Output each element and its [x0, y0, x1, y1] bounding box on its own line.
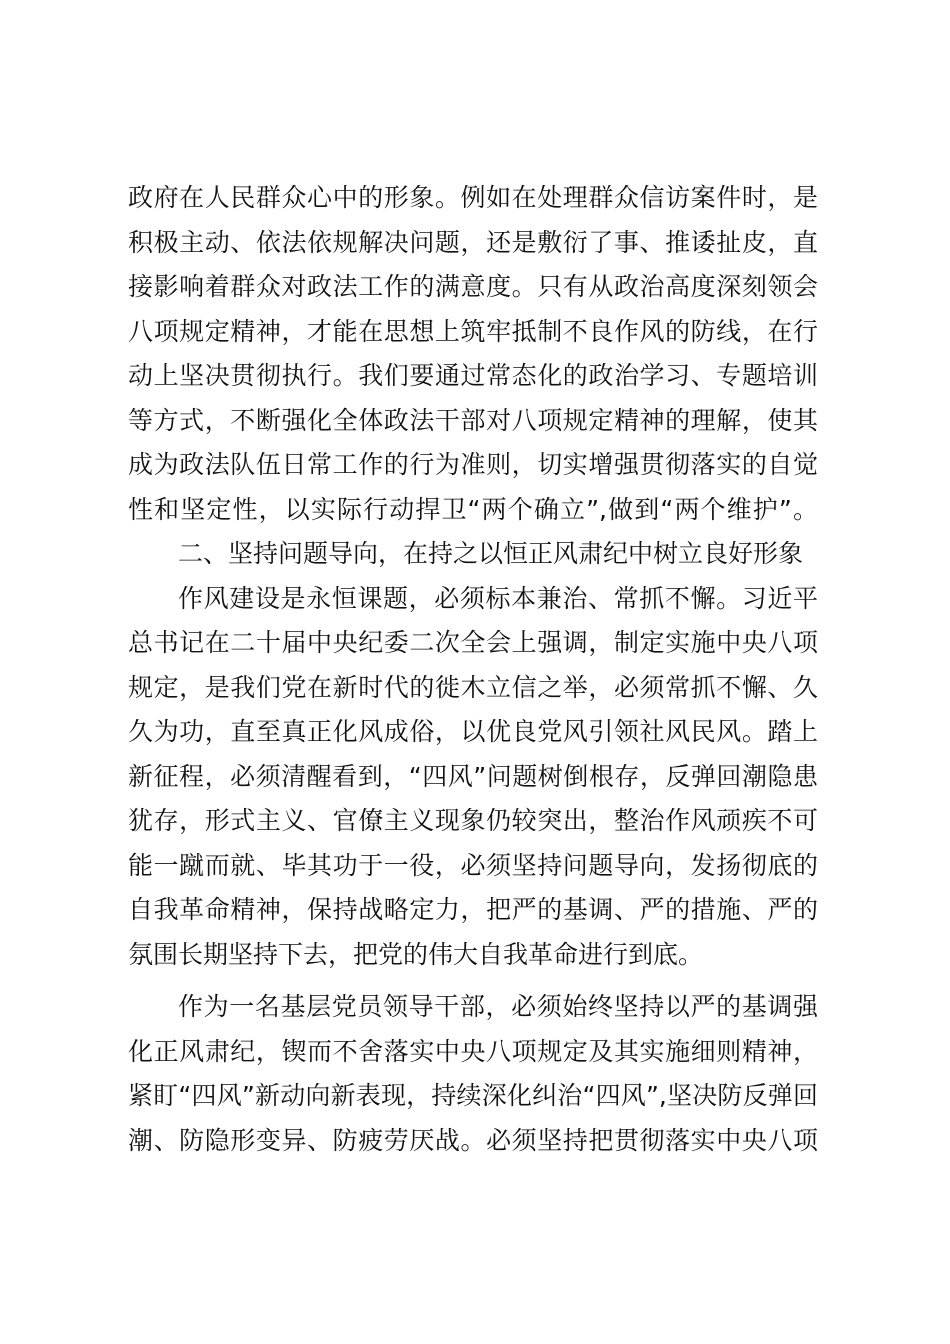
- text-line: 规定，是我们党在新时代的徙木立信之举，必须常抓不懈、久: [128, 672, 818, 702]
- section-heading: 二、坚持问题导向，在持之以恒正风肃纪中树立良好形象: [178, 539, 804, 568]
- text-line: 接影响着群众对政法工作的满意度。只有从政治高度深刻领会: [128, 272, 818, 301]
- text-line: 潮、防隐形变异、防疲劳厌战。必须坚持把贯彻落实中央八项: [128, 1125, 818, 1155]
- text-line: 自我革命精神，保持战略定力，把严的基调、严的措施、严的: [128, 895, 818, 924]
- text-line: 总书记在二十届中央纪委二次全会上强调，制定实施中央八项: [128, 628, 818, 657]
- text-line: 久为功，直至真正化风成俗，以优良党风引领社风民风。踏上: [128, 717, 818, 746]
- text-line: 化正风肃纪，锲而不舍落实中央八项规定及其实施细则精神，: [128, 1036, 818, 1066]
- text-line: 政府在人民群众心中的形象。例如在处理群众信访案件时，是: [128, 183, 818, 212]
- text-line: 动上坚决贯彻执行。我们要通过常态化的政治学习、专题培训: [128, 361, 818, 390]
- text-line: 作为一名基层党员领导干部，必须始终坚持以严的基调强: [178, 992, 818, 1021]
- text-line: 新征程，必须清醒看到，“四风”问题树倒根存，反弹回潮隐患: [128, 761, 818, 791]
- document-body: [128, 176, 818, 1163]
- text-line: 性和坚定性，以实际行动捍卫“两个确立”,做到“两个维护”。: [128, 494, 818, 524]
- text-line: 等方式，不断强化全体政法干部对八项规定精神的理解，使其: [128, 405, 818, 435]
- paragraph-3: [128, 985, 818, 1163]
- text-line: 成为政法队伍日常工作的行为准则，切实增强贯彻落实的自觉: [128, 450, 818, 479]
- text-line: 犹存，形式主义、官僚主义现象仍较突出，整治作风顽疾不可: [128, 806, 818, 835]
- text-line: 作风建设是永恒课题，必须标本兼治、常抓不懈。习近平: [178, 583, 818, 613]
- paragraph-2: [128, 577, 818, 978]
- text-line: 积极主动、依法依规解决问题，还是敷衍了事、推诿扯皮，直: [128, 227, 818, 257]
- text-line: 紧盯“四风”新动向新表现，持续深化纠治“四风”,坚决防反弹回: [128, 1081, 818, 1110]
- text-line: 能一蹴而就、毕其功于一役，必须坚持问题导向，发扬彻底的: [128, 850, 818, 880]
- text-line: 氛围长期坚持下去，把党的伟大自我革命进行到底。: [128, 939, 704, 969]
- paragraph-1: [128, 176, 818, 532]
- text-line: 八项规定精神，才能在思想上筑牢抵制不良作风的防线，在行: [128, 316, 818, 346]
